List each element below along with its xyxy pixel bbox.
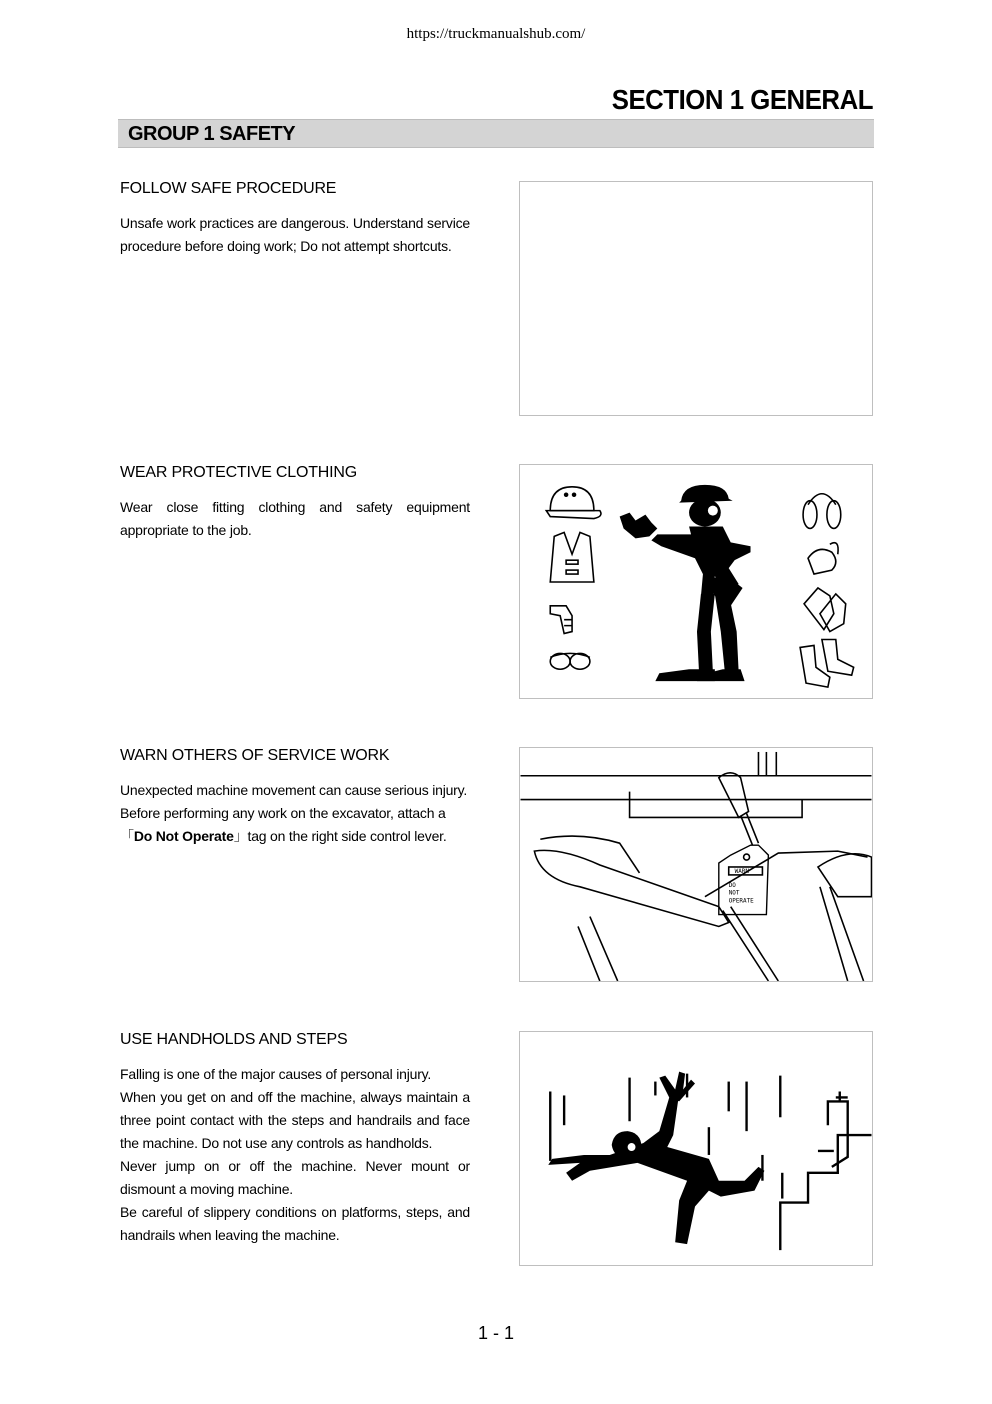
safety-vest-icon bbox=[550, 532, 594, 582]
respirator-icon bbox=[808, 543, 838, 574]
section-paragraph: Falling is one of the major causes of personal injury. bbox=[120, 1066, 432, 1082]
control-lever-svg bbox=[520, 748, 872, 981]
section-wear-protective-clothing bbox=[120, 464, 470, 542]
section-heading: WEAR PROTECTIVE CLOTHING bbox=[120, 464, 357, 481]
goggles-icon bbox=[550, 653, 590, 669]
tag-do-text: DO bbox=[728, 881, 736, 889]
control-lever-illustration bbox=[519, 747, 873, 982]
group-title: GROUP 1 SAFETY bbox=[128, 123, 296, 145]
section-heading: USE HANDHOLDS AND STEPS bbox=[120, 1031, 348, 1048]
section-paragraph bbox=[120, 802, 470, 848]
section-paragraph: Wear close fitting clothing and safety equipment appropriate to the job. bbox=[120, 499, 470, 538]
protective-clothing-svg bbox=[520, 465, 872, 698]
protective-clothing-illustration bbox=[519, 464, 873, 699]
section-follow-safe-procedure bbox=[120, 180, 470, 258]
illustration-frame-empty bbox=[519, 181, 873, 416]
page-number: 1 - 1 bbox=[477, 1323, 515, 1343]
tag-close-text: 」tag on the right side control lever. bbox=[233, 828, 447, 844]
hard-hat-icon bbox=[546, 487, 601, 519]
do-not-operate-label: Do Not Operate bbox=[133, 828, 234, 844]
glove-icon bbox=[550, 606, 572, 634]
falling-person-illustration bbox=[519, 1031, 873, 1266]
section-paragraph: When you get on and off the machine, always maintain a three point contact with the steps and handrails and face the machine. Do not use any controls as handholds. bbox=[120, 1089, 470, 1151]
tag-warn-text: WARN bbox=[734, 867, 749, 875]
group-title-bar bbox=[118, 119, 874, 148]
section-warn-others bbox=[120, 747, 470, 848]
section-title: SECTION 1 GENERAL bbox=[611, 84, 873, 115]
tag-operate-text: OPERATE bbox=[728, 897, 754, 905]
tag-open-bracket: 「 bbox=[120, 828, 134, 844]
section-heading: FOLLOW SAFE PROCEDURE bbox=[120, 180, 337, 197]
ear-muffs-icon bbox=[803, 494, 841, 529]
section-paragraph-text: Before performing any work on the excavator, attach a bbox=[120, 805, 446, 821]
falling-worker-silhouette-icon bbox=[548, 1072, 764, 1245]
tag-not-text: NOT bbox=[728, 889, 740, 897]
falling-person-svg bbox=[520, 1032, 872, 1265]
section-paragraph: Unsafe work practices are dangerous. Understand service procedure before doing work; Do not attempt shortcuts. bbox=[120, 215, 470, 254]
header-url: https://truckmanualshub.com/ bbox=[406, 26, 586, 42]
section-heading: WARN OTHERS OF SERVICE WORK bbox=[120, 747, 390, 764]
section-paragraph: Unexpected machine movement can cause serious injury. bbox=[120, 782, 468, 798]
section-paragraph: Never jump on or off the machine. Never mount or dismount a moving machine. bbox=[120, 1158, 470, 1197]
worker-silhouette-icon bbox=[620, 485, 751, 681]
safety-boots-icon bbox=[800, 640, 854, 688]
section-use-handholds bbox=[120, 1031, 470, 1247]
work-gloves-icon bbox=[804, 588, 846, 632]
section-paragraph: Be careful of slippery conditions on platforms, steps, and handrails when leaving the machine. bbox=[120, 1204, 470, 1243]
